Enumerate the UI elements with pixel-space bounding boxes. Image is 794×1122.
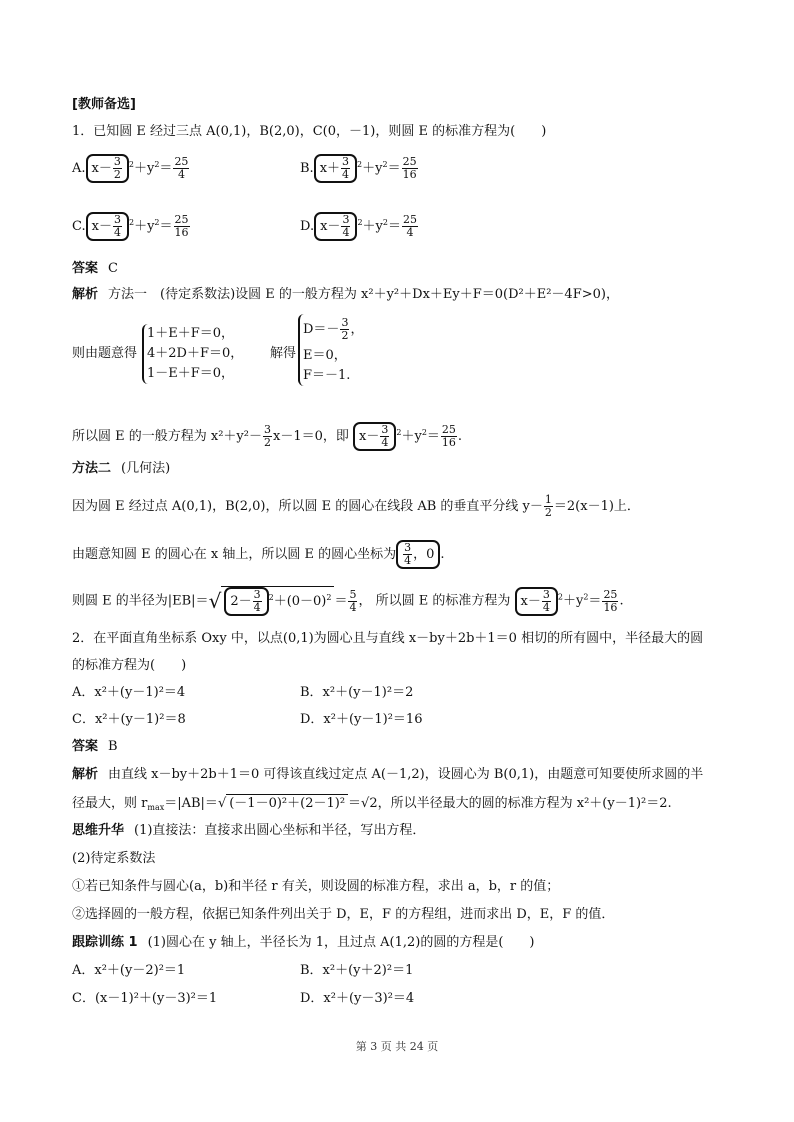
q2-option-d: D．x²＋(y－1)²＝16 xyxy=(300,712,423,727)
radius-radicand: 2－ $\frac{3}{4}$ $^2+(0-0)^2$ xyxy=(221,586,334,616)
option-d-label: D. xyxy=(300,219,315,234)
answer-value: B xyxy=(108,739,118,754)
summary-line-3: ①若已知条件与圆心(a，b)和半径 r 有关，则设圆的标准方程，求出 a，b，r 的值； xyxy=(72,879,560,894)
option-a-label: A. xyxy=(72,161,86,176)
q2-option-a: A．x²＋(y－1)²＝4 xyxy=(72,685,186,700)
q2-analysis-2: 径最大，则 $r_{max}=|AB|=√$ (－1－0)²＋(2－1)² ＝√2，所以半径最大的圆的标准方程为 x²＋(y－1)²＝2. xyxy=(72,796,672,812)
paren-expr: x－ $\frac{3}{4}$ xyxy=(314,212,357,241)
sys1-eq3: 1－E＋F＝0， xyxy=(147,366,235,381)
a2-mid: ＝|AB|＝ xyxy=(164,796,218,811)
q1-option-a: A. x－ $\frac{3}{2}$ $^2+y^2=$ $\frac{25}{4}$ xyxy=(72,155,189,181)
geo-line-3: 则圆 E 的半径为|EB|＝√ 2－ $\frac{3}{4}$ $^2+(0-0)^2$ ＝ $\frac{5}{4}$ ， 所以圆 E 的标准方程为 x－ $\frac{3}{4}$ $^2+y^2=$ $\frac{25}{16}$ . xyxy=(72,587,624,614)
summary-line-2: (2)待定系数法 xyxy=(72,851,156,866)
answer-value: C xyxy=(108,261,118,276)
summary-line-4: ②选择圆的一般方程，依据已知条件列出关于 D，E，F 的方程组，进而求出 D，E，F 的值． xyxy=(72,907,615,922)
solve-label: 解得 xyxy=(270,346,297,361)
center-coords: $\frac{3}{4}$ ，0 xyxy=(396,540,440,569)
page-footer: 第 3 页 共 24 页 xyxy=(355,1040,439,1053)
q2-stem-1: 2．在平面直角坐标系 Oxy 中，以点(0,1)为圆心且与直线 x－by＋2b＋1＝0 相切的所有圆中，半径最大的圆 xyxy=(72,631,704,646)
a2-tail: 2，所以半径最大的圆的标准方程为 x²＋(y－1)²＝2. xyxy=(369,796,672,811)
geo-line-2: 由题意知圆 E 的圆心在 x 轴上，所以圆 E 的圆心坐标为 $\frac{3}{4}$ ，0 . xyxy=(72,541,445,567)
method2-note: (几何法) xyxy=(121,461,171,476)
q2-analysis-1 xyxy=(72,766,703,784)
followup-label: 跟踪训练 1 xyxy=(72,935,138,950)
method1-text: 方法一 (待定系数法)设圆 E 的一般方程为 x²＋y²＋Dx＋Ey＋F＝0(D²＋E²－4F>0)， xyxy=(108,287,619,302)
q2-option-b: B．x²＋(y－1)²＝2 xyxy=(300,685,414,700)
followup-option-c: C．(x－1)²＋(y－3)²＝1 xyxy=(72,991,218,1006)
analysis-label: 解析 xyxy=(72,287,99,302)
q1-option-d: D. x－ $\frac{3}{4}$ $^2+y^2=$ $\frac{25}{4}$ xyxy=(300,213,417,239)
geo1-tail: ＝2(x－1)上． xyxy=(553,499,640,514)
analysis-text: 由直线 x－by＋2b＋1＝0 可得该直线过定点 A(－1,2)，设圆心为 B(0,1)，由题意可知要使所求圆的半 xyxy=(108,767,704,782)
option-b-label: B. xyxy=(300,161,314,176)
summary-label: 思维升华 xyxy=(72,823,125,838)
followup-text: (1)圆心在 y 轴上，半径长为 1，且过点 A(1,2)的圆的方程是( ) xyxy=(147,935,535,950)
analysis-label: 解析 xyxy=(72,767,99,782)
by-condition: 则由题意得 xyxy=(72,346,138,361)
sys2-eq2: E＝0， xyxy=(303,348,347,363)
method2-line xyxy=(72,460,170,478)
q1-option-b: B. x＋ $\frac{3}{4}$ $^2+y^2=$ $\frac{25}{16}$ xyxy=(300,155,417,181)
equation-system-2: D＝－ $\frac{3}{2}$ ， E＝0， F＝－1. xyxy=(298,314,363,386)
q2-stem-2: 的标准方程为( ) xyxy=(72,658,187,673)
q2-option-c: C．x²＋(y－1)²＝8 xyxy=(72,712,186,727)
sys1-eq1: 1＋E＋F＝0， xyxy=(147,326,235,341)
paren-expr: x－ $\frac{3}{4}$ xyxy=(353,422,396,451)
paren-expr: x－ $\frac{3}{4}$ xyxy=(86,212,129,241)
sys1-eq2: 4＋2D＋F＝0， xyxy=(147,346,244,361)
q1-option-c: C. x－ $\frac{3}{4}$ $^2+y^2=$ $\frac{25}{16}$ xyxy=(72,213,189,239)
a2-eq: ＝ xyxy=(348,796,362,811)
q1-analysis xyxy=(72,286,619,304)
summary-text-1: (1)直接法：直接求出圆心坐标和半径，写出方程． xyxy=(134,823,426,838)
followup-stem xyxy=(72,934,535,952)
followup-option-a: A．x²＋(y－2)²＝1 xyxy=(72,963,186,978)
followup-option-d: D．x²＋(y－3)²＝4 xyxy=(300,991,415,1006)
a2-radicand: (－1－0)²＋(2－1)² xyxy=(226,794,348,813)
a2-sub: max xyxy=(147,803,165,812)
option-c-label: C. xyxy=(72,219,86,234)
a2-pre: 径最大，则 r xyxy=(72,796,148,811)
paren-expr: x－ $\frac{3}{2}$ xyxy=(86,154,129,183)
q1-stem: 1．已知圆 E 经过三点 A(0,1)，B(2,0)，C(0，－1)，则圆 E 的标准方程为( ) xyxy=(72,124,547,139)
paren-expr: x＋ $\frac{3}{4}$ xyxy=(314,154,357,183)
followup-option-b: B．x²＋(y＋2)²＝1 xyxy=(300,963,414,978)
summary-line-1 xyxy=(72,822,425,840)
geo3-mid: 所以圆 E 的标准方程为 xyxy=(375,593,511,609)
q1-answer xyxy=(72,260,118,278)
sys2-eq1: D＝－ xyxy=(303,322,340,337)
geo3-text: 则圆 E 的半径为|EB|＝ xyxy=(72,593,209,609)
geo1-text: 因为圆 E 经过点 A(0,1)，B(2,0)，所以圆 E 的圆心在线段 AB 的垂直平分线 y－ xyxy=(72,499,543,514)
general-equation-line: 所以圆 E 的一般方程为 x²＋y²－ $\frac{3}{2}$ x－1＝0，即 x－ $\frac{3}{4}$ $^2+y^2=$ $\frac{25}{16}$ . xyxy=(72,423,463,449)
general-eq-text: 所以圆 E 的一般方程为 x²＋y²－ xyxy=(72,429,262,444)
answer-label: 答案 xyxy=(72,261,99,276)
geo2-text: 由题意知圆 E 的圆心在 x 轴上，所以圆 E 的圆心坐标为 xyxy=(72,547,397,562)
equation-system-1 xyxy=(142,324,243,384)
general-eq-tail: x－1＝0，即 xyxy=(273,429,349,444)
q2-answer xyxy=(72,738,118,756)
geo-line-1: 因为圆 E 经过点 A(0,1)，B(2,0)，所以圆 E 的圆心在线段 AB 的垂直平分线 y－ $\frac{1}{2}$ ＝2(x－1)上． xyxy=(72,493,640,519)
section-title: [教师备选] xyxy=(72,97,136,112)
paren-expr: x－ $\frac{3}{4}$ xyxy=(515,587,558,616)
answer-label: 答案 xyxy=(72,739,99,754)
method2-label: 方法二 xyxy=(72,461,112,476)
sys2-eq3: F＝－1. xyxy=(303,368,351,383)
